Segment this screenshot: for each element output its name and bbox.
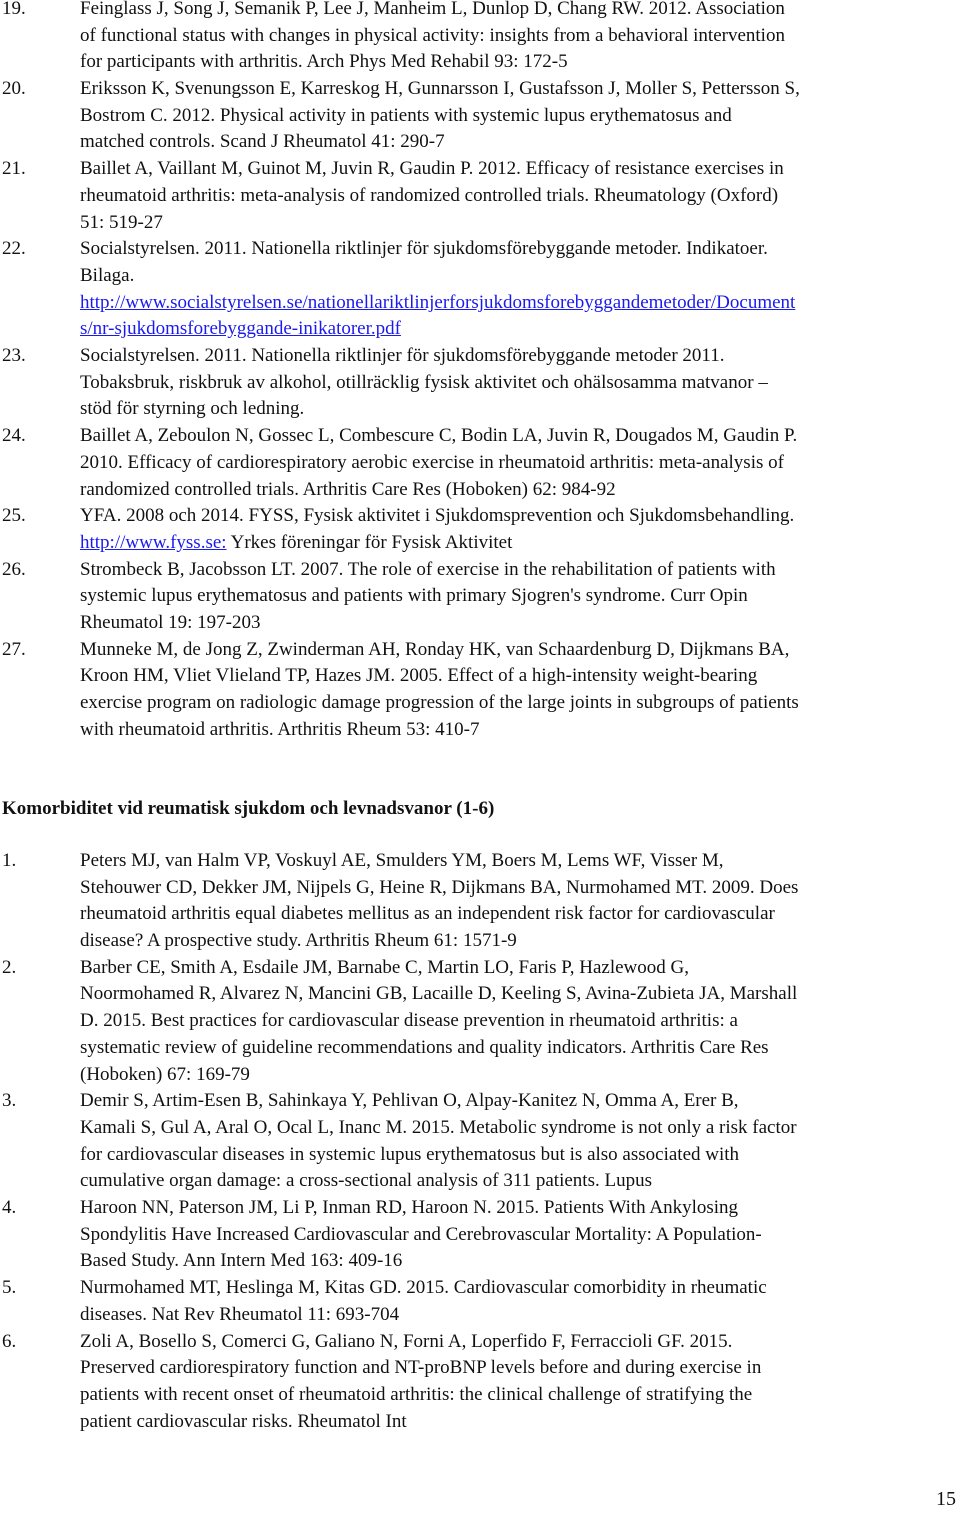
page-number: 15 — [936, 1488, 956, 1510]
reference-text — [80, 0, 960, 76]
reference-line: Based Study. Ann Intern Med 163: 409-16 — [80, 1250, 403, 1272]
reference-line: Bilaga. — [80, 264, 135, 286]
reference-text — [80, 423, 960, 503]
reference-line: Haroon NN, Paterson JM, Li P, Inman RD, Haroon N. 2015. Patients With Ankylosing — [80, 1197, 739, 1219]
reference-text — [80, 1195, 960, 1275]
reference-url-link[interactable]: http://www.fyss.se: — [80, 531, 227, 553]
reference-line: for participants with arthritis. Arch Phys Med Rehabil 93: 172-5 — [80, 51, 568, 73]
reference-url-link[interactable]: s/nr-sjukdomsforebyggande-inikatorer.pdf — [80, 318, 401, 340]
reference-line: Demir S, Artim-Esen B, Sahinkaya Y, Pehlivan O, Alpay-Kanitez N, Omma A, Erer B, — [80, 1090, 739, 1112]
reference-line: Munneke M, de Jong Z, Zwinderman AH, Ronday HK, van Schaardenburg D, Dijkmans BA, — [80, 638, 790, 660]
reference-line: Barber CE, Smith A, Esdaile JM, Barnabe C, Martin LO, Faris P, Hazlewood G, — [80, 956, 689, 978]
reference-line: patient cardiovascular risks. Rheumatol Int — [80, 1410, 407, 1432]
reference-number: 23. — [2, 345, 26, 367]
reference-line: Spondylitis Have Increased Cardiovascular and Cerebrovascular Mortality: A Population- — [80, 1223, 762, 1245]
reference-text — [80, 1088, 960, 1195]
reference-text — [80, 76, 960, 156]
reference-line: (Hoboken) 67: 169-79 — [80, 1063, 250, 1085]
reference-line: stöd för styrning och ledning. — [80, 398, 305, 420]
reference-text — [80, 156, 960, 236]
reference-line: Nurmohamed MT, Heslinga M, Kitas GD. 2015. Cardiovascular comorbidity in rheumatic — [80, 1277, 767, 1299]
reference-text — [80, 637, 960, 744]
reference-line: Peters MJ, van Halm VP, Voskuyl AE, Smulders YM, Boers M, Lems WF, Visser M, — [80, 850, 724, 871]
reference-number: 22. — [2, 238, 26, 260]
reference-line: Stehouwer CD, Dekker JM, Nijpels G, Heine R, Dijkmans BA, Nurmohamed MT. 2009. Does — [80, 876, 799, 898]
reference-number: 19. — [2, 0, 26, 19]
reference-line: of functional status with changes in physical activity: insights from a behavioral intervention — [80, 24, 785, 46]
reference-text — [80, 236, 960, 343]
section-heading: Komorbiditet vid reumatisk sjukdom och levnadsvanor (1-6) — [2, 798, 495, 819]
reference-url-link[interactable]: http://www.socialstyrelsen.se/nationellariktlinjerforsjukdomsforebyggandemetoder/Document — [80, 291, 796, 313]
reference-line: systemic lupus erythematosus and patients with primary Sjogren's syndrome. Curr Opin — [80, 585, 748, 607]
reference-line: Zoli A, Bosello S, Comerci G, Galiano N, Forni A, Loperfido F, Ferraccioli GF. 2015. — [80, 1330, 733, 1352]
reference-number: 26. — [2, 558, 26, 580]
reference-number: 3. — [2, 1090, 17, 1112]
reference-line: Eriksson K, Svenungsson E, Karreskog H, Gunnarsson I, Gustafsson J, Moller S, Pettersson S, — [80, 78, 800, 100]
reference-line: Socialstyrelsen. 2011. Nationella riktlinjer för sjukdomsförebyggande metoder 2011. — [80, 345, 725, 367]
reference-text — [80, 343, 960, 423]
reference-line: Socialstyrelsen. 2011. Nationella riktlinjer för sjukdomsförebyggande metoder. Indikatoer. — [80, 238, 768, 260]
reference-text — [80, 557, 960, 637]
reference-line: disease? A prospective study. Arthritis Rheum 61: 1571-9 — [80, 930, 517, 952]
reference-number: 21. — [2, 158, 26, 180]
reference-line: with rheumatoid arthritis. Arthritis Rheum 53: 410-7 — [80, 718, 480, 740]
reference-number: 5. — [2, 1277, 17, 1299]
reference-line: Kroon HM, Vliet Vlieland TP, Hazes JM. 2005. Effect of a high-intensity weight-bearing — [80, 665, 758, 687]
reference-line: matched controls. Scand J Rheumatol 41: 290-7 — [80, 131, 445, 153]
reference-line: Tobaksbruk, riskbruk av alkohol, otillräcklig fysisk aktivitet och ohälsosamma matvanor – — [80, 371, 768, 393]
reference-text — [80, 955, 960, 1088]
reference-number: 1. — [2, 850, 17, 871]
reference-number: 20. — [2, 78, 26, 100]
reference-line: Bostrom C. 2012. Physical activity in patients with systemic lupus erythematosus and — [80, 104, 732, 126]
reference-line: for cardiovascular diseases in systemic lupus erythematosus but is also associated with — [80, 1143, 740, 1165]
reference-line: rheumatoid arthritis equal diabetes mellitus as an independent risk factor for cardiovascular — [80, 903, 775, 925]
reference-line: exercise program on radiologic damage progression of the large joints in subgroups of patients — [80, 692, 799, 714]
reference-number: 6. — [2, 1330, 17, 1352]
reference-line: 2010. Efficacy of cardiorespiratory aerobic exercise in rheumatoid arthritis: meta-analysis of — [80, 451, 784, 473]
reference-number: 25. — [2, 505, 26, 527]
reference-number: 27. — [2, 638, 26, 660]
reference-line: systematic review of guideline recommendations and quality indicators. Arthritis Care Res — [80, 1036, 769, 1058]
reference-line: 51: 519-27 — [80, 211, 163, 233]
reference-line: diseases. Nat Rev Rheumatol 11: 693-704 — [80, 1303, 400, 1325]
reference-line: Feinglass J, Song J, Semanik P, Lee J, Manheim L, Dunlop D, Chang RW. 2012. Association — [80, 0, 785, 19]
reference-text — [80, 503, 960, 556]
reference-line: Kamali S, Gul A, Aral O, Ocal L, Inanc M. 2015. Metabolic syndrome is not only a risk factor — [80, 1116, 797, 1138]
reference-line: YFA. 2008 och 2014. FYSS, Fysisk aktivitet i Sjukdomsprevention och Sjukdomsbehandling. — [80, 505, 795, 527]
reference-line: Preserved cardiorespiratory function and NT-proBNP levels before and during exercise in — [80, 1357, 762, 1379]
reference-text — [80, 1275, 960, 1328]
reference-line: Baillet A, Vaillant M, Guinot M, Juvin R, Gaudin P. 2012. Efficacy of resistance exercises in — [80, 158, 784, 180]
reference-line — [80, 530, 960, 557]
reference-line: Rheumatol 19: 197-203 — [80, 612, 261, 634]
reference-line: patients with recent onset of rheumatoid arthritis: the clinical challenge of stratifying the — [80, 1383, 753, 1405]
reference-number: 4. — [2, 1197, 17, 1219]
reference-line: cumulative organ damage: a cross-sectional analysis of 311 patients. Lupus — [80, 1170, 652, 1192]
reference-line: Strombeck B, Jacobsson LT. 2007. The role of exercise in the rehabilitation of patients with — [80, 558, 776, 580]
reference-number: 2. — [2, 956, 17, 978]
reference-number: 24. — [2, 425, 26, 447]
reference-text — [80, 1329, 960, 1436]
reference-line: rheumatoid arthritis: meta-analysis of randomized controlled trials. Rheumatology (Oxford) — [80, 184, 779, 206]
reference-line: D. 2015. Best practices for cardiovascular disease prevention in rheumatoid arthritis: a — [80, 1010, 738, 1032]
reference-line: Baillet A, Zeboulon N, Gossec L, Combescure C, Bodin LA, Juvin R, Dougados M, Gaudin P. — [80, 425, 798, 447]
reference-text — [80, 848, 960, 955]
reference-line: Noormohamed R, Alvarez N, Mancini GB, Lacaille D, Keeling S, Avina-Zubieta JA, Marshall — [80, 983, 798, 1005]
reference-line: randomized controlled trials. Arthritis Care Res (Hoboken) 62: 984-92 — [80, 478, 616, 500]
reference-line-text: Yrkes föreningar för Fysisk Aktivitet — [226, 531, 513, 553]
